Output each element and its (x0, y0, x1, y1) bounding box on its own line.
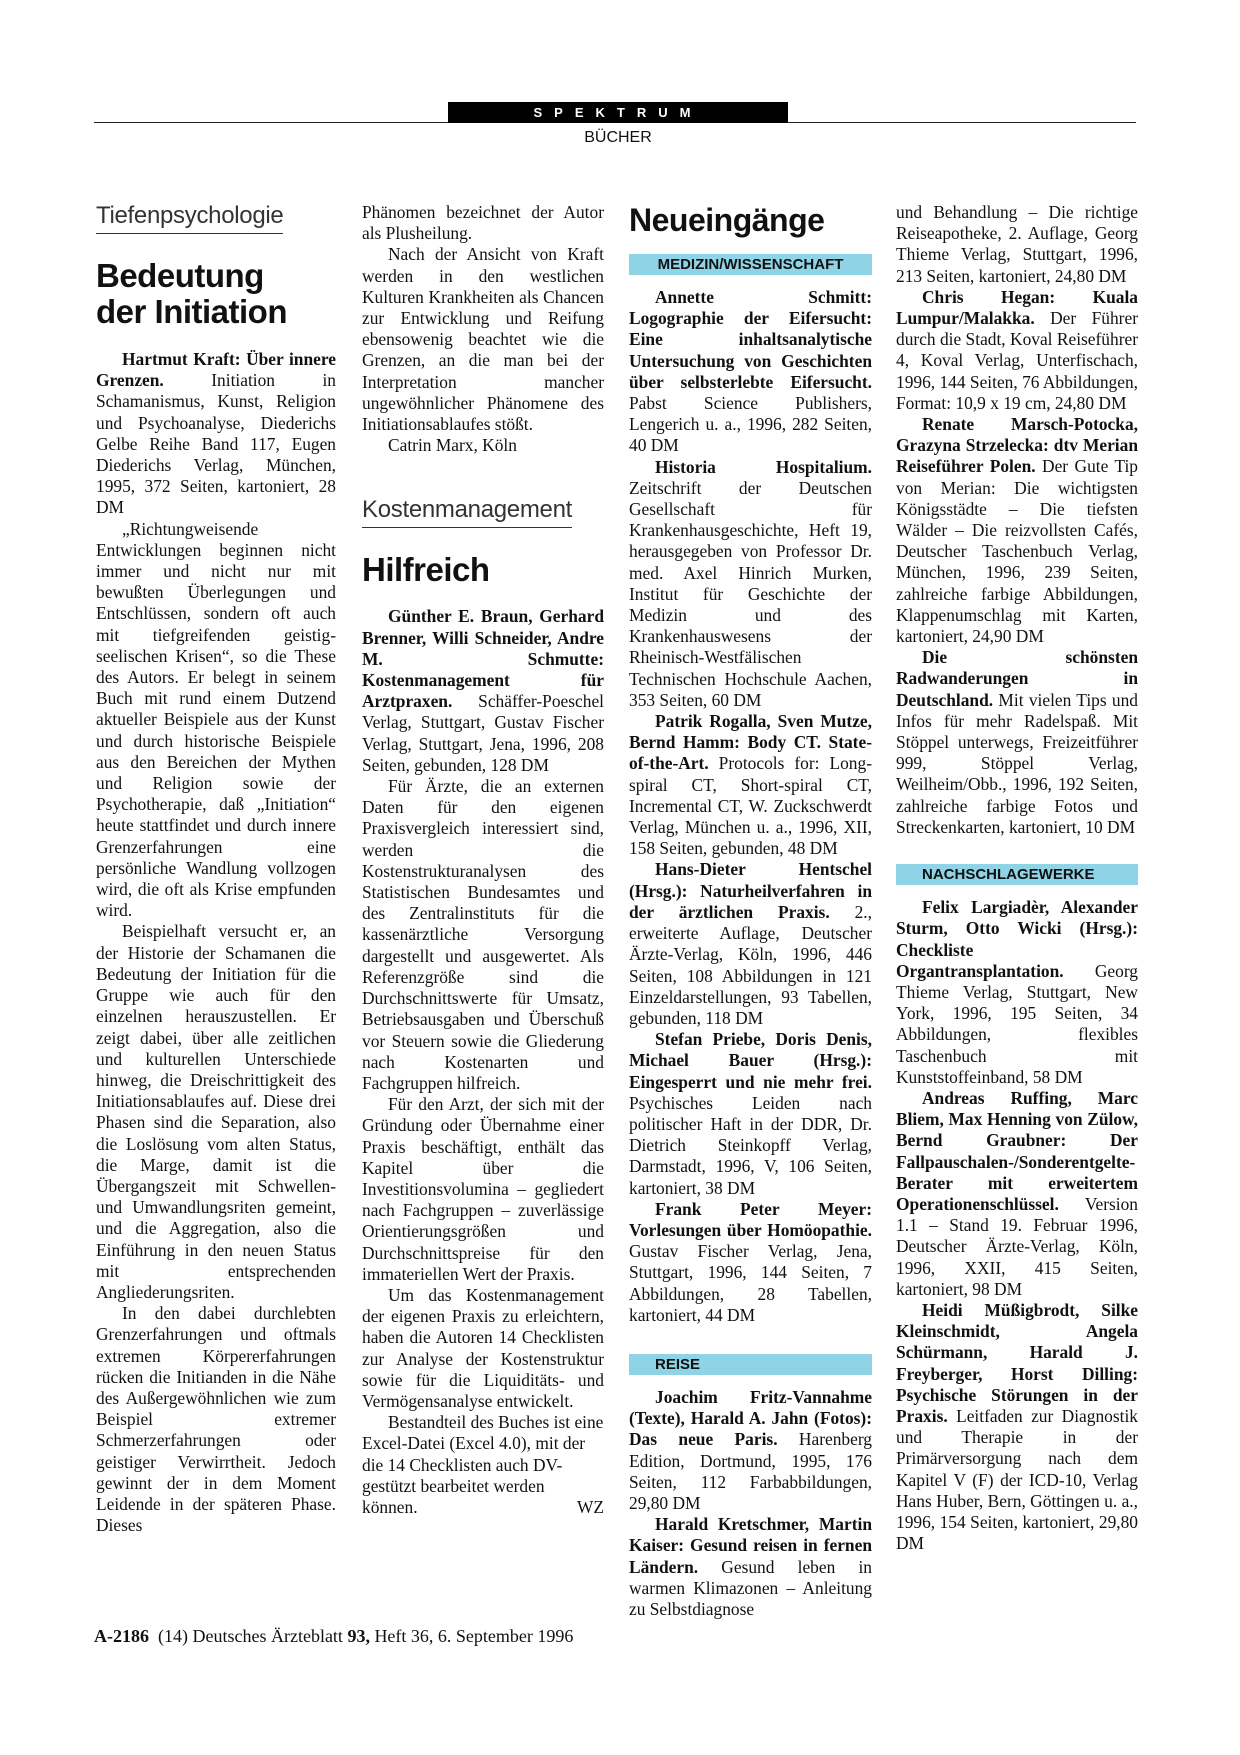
issue-date: Heft 36, 6. September 1996 (374, 1626, 574, 1646)
book-entry-details: 2., erweiterte Auflage, Deutscher Ärzte-Verlag, Köln, 1996, 446 Seiten, 108 Abbildungen in 121 Einzeldarstellungen, 93 Tabellen, gebunden, 118 DM (629, 901, 872, 1028)
article1-continuation-text: Phänomen bezeichnet der Autor als Plusheilung. (362, 202, 604, 244)
book-entry (896, 1300, 1138, 1554)
book-entry (896, 1088, 1138, 1300)
book-entry-title: Chris Hegan: Kuala Lumpur/Malakka. (896, 286, 1138, 329)
volume-number: 93, (347, 1626, 370, 1646)
page-number: A-2186 (94, 1626, 149, 1646)
article1-headline-line2: der Initiation (96, 293, 287, 330)
article2-ref-bold: Günther E. Braun, Gerhard Brenner, Willi Schneider, Andre M. Schmutte: Kostenmanagement für Arztpraxen. (362, 606, 604, 712)
book-entry-title: Patrik Rogalla, Sven Mutze, Bernd Hamm: Body CT. State-of-the-Art. (629, 711, 872, 774)
book-entry-details: Gesund leben in warmen Klimazonen – Anleitung zu Selbstdiagnose (629, 1556, 872, 1619)
book-entry-title: Stefan Priebe, Doris Denis, Michael Bauer (Hrsg.): Eingesperrt und nie mehr frei. (629, 1029, 872, 1092)
article1-reference (96, 349, 336, 519)
article1-headline-line1: Bedeutung (96, 257, 264, 294)
category-reise: REISE (629, 1354, 872, 1375)
article1-author: Catrin Marx, Köln (388, 435, 517, 456)
article1-ref-text: Initiation in Schamanismus, Kunst, Religion und Psychoanalyse, Diederichs Gelbe Reihe Band 117, Eugen Diederichs Verlag, München, 1995, 372 Seiten, kartoniert, 28 DM (96, 370, 336, 518)
book-entry-title: Joachim Fritz-Vannahme (Texte), Harald A. Jahn (Fotos): Das neue Paris. (629, 1386, 872, 1450)
book-entry-details: Gustav Fischer Verlag, Jena, Stuttgart, 1996, 144 Seiten, 7 Abbildungen, 28 Tabellen, kartoniert, 44 DM (629, 1241, 872, 1325)
book-entry-title: Die schönsten Radwanderungen in Deutschland. (896, 647, 1138, 710)
article2-author: WZ (576, 1496, 604, 1517)
article1-paragraph: In den dabei durchlebten Grenzerfahrungen und oftmals extremen Körpererfahrungen rücken die Initianden in die Nähe des Außergewöhnlichen wie zum Beispiel extremer Schmerzerfahrungen oder geistiger Verwirrtheit. Jedoch gewinnt der in dem Moment Leidende in der späteren Phase. Dieses (96, 1303, 336, 1536)
article2-last-paragraph-text: Bestandteil des Buches ist eine Excel-Datei (Excel 4.0), mit der die 14 Checklisten auch DV-gestützt bearbeitet werden können. (362, 1412, 604, 1517)
article1-kicker: Tiefenpsychologie (96, 202, 283, 234)
article2-kicker: Kostenmanagement (362, 496, 572, 528)
subsection-title: BÜCHER (584, 129, 652, 146)
book-entry (629, 1199, 872, 1326)
book-entry (629, 287, 872, 457)
book-entry-details: Leitfaden zur Diagnostik und Therapie in der Primärversorgung nach dem Kapitel V (F) der ICD-10, Verlag Hans Huber, Bern, Göttingen u. a., 1996, 154 Seiten, kartoniert, 29,80 DM (896, 1405, 1138, 1554)
column-2 (362, 202, 604, 1518)
book-entry-details: Zeitschrift der Deutschen Gesellschaft für Krankenhausgeschichte, Heft 19, herausgegeben von Professor Dr. med. Axel Hinrich Murken, Institut für Geschichte der Medizin und des Krankenhauswesens der Rheinisch-Westfälischen Technischen Hochschule Aachen, 353 Seiten, 60 DM (629, 477, 872, 710)
book-entry (629, 457, 872, 711)
book-entry-details: Protocols for: Long-spiral CT, Short-spiral CT, Incremental CT, W. Zuckschwerdt Verlag, München u. a., 1996, XII, 158 Seiten, gebunden, 48 DM (629, 753, 872, 859)
book-entry (629, 711, 872, 859)
medizin-list (629, 287, 872, 1326)
publication-name: (14) Deutsches Ärzteblatt (158, 1626, 343, 1646)
book-entry-details: Psychisches Leiden nach politischer Haft in der DDR, Dr. Dietrich Steinkopff Verlag, Darmstadt, 1996, V, 106 Seiten, kartoniert, 38 DM (629, 1092, 872, 1198)
article1-paragraph: „Richtungweisende Entwicklungen beginnen nicht immer und nicht nur mit bewußten Überlegungen und Entschlüssen, sondern oft auch mit tiefgreifenden geistig-seelischen Krisen“, so die These des Autors. Er belegt in seinem Buch mit rund einem Dutzend aktueller Beispiele aus der Kunst und durch historische Beispiele aus den Bereichen der Mythen und Religion sowie der Psychotherapie, daß „Initiation“ heute stattfindet und durch innere Grenzerfahrungen eine persönliche Wandlung vollzogen wird, die oft als Krise empfunden wird. (96, 518, 336, 921)
book-entry-details: Der Gute Tip von Merian: Die wichtigsten Königsstädte – Die tiefsten Wälder – Die reizvollsten Cafés, Deutscher Taschenbuch Verlag, München, 1996, 239 Seiten, zahlreiche farbige Abbildungen, Klappenumschlag mit Karten, kartoniert, 24,90 DM (896, 456, 1139, 647)
neueingaenge-headline: Neueingänge (629, 202, 825, 238)
book-entry-details: Mit vielen Tips und Infos für mehr Radelspaß. Mit Stöppel unterwegs, Freizeitführer 999, Stöppel Verlag, Weilheim/Obb., 1996, 192 Seiten, zahlreiche farbige Fotos und Streckenkarten, kartoniert, 10 DM (896, 689, 1138, 837)
section-title: SPEKTRUM (448, 102, 788, 123)
book-entry-title: Renate Marsch-Potocka, Grazyna Strzelecka: dtv Merian Reiseführer Polen. (896, 414, 1138, 477)
book-entry-title: Harald Kretschmer, Martin Kaiser: Gesund reisen in fernen Ländern. (629, 1514, 872, 1577)
nachschlage-list (896, 897, 1138, 1554)
article2-paragraph: Um das Kostenmanagement der eigenen Praxis zu erleichtern, haben die Autoren 14 Checklisten zur Analyse der Kostenstruktur sowie für die Liquiditäts- und Vermögensanalyse entwickelt. (362, 1284, 604, 1411)
category-nachschlagewerke: NACHSCHLAGEWERKE (896, 864, 1138, 885)
article2-reference (362, 606, 604, 776)
column-1 (96, 202, 336, 1536)
column-4 (896, 202, 1138, 1554)
article1-paragraph: Beispielhaft versucht er, an der Historie der Schamanen die Bedeutung der Initiation für die Gruppe wie auch für den einzelnen herauszustellen. Er zeigt dabei, über alle zeitlichen und kulturellen Unterschiede hinweg, die Dreischrittigkeit des Initiationsablaufes auf. Diese drei Phasen sind die Separation, also die Loslösung vom alten Status, die Marge, damit ist die Übergangszeit mit Schwellen- und Umwandlungsriten gemeint, und die Aggregation, also die Einführung in den neuen Status mit entsprechenden Angliederungsriten. (96, 921, 336, 1302)
article2-paragraph: Für Ärzte, die an externen Daten für den eigenen Praxisvergleich interessiert sind, werden die Kostenstrukturanalysen des Statistischen Bundesamtes und des Zentralinstituts für die kassenärztliche Versorgung dargestellt und ausgewertet. Als Referenzgröße sind die Durchschnittswerte für Umsatz, Betriebsausgaben und Überschuß vor Steuern sowie die Gliederung nach Kostenarten und Fachgruppen hilfreich. (362, 776, 604, 1093)
book-entry-details: Georg Thieme Verlag, Stuttgart, New York, 1996, 195 Seiten, 34 Abbildungen, flexibles Taschenbuch mit Kunststoffeinband, 58 DM (896, 960, 1138, 1087)
article2-paragraph: Für den Arzt, der sich mit der Gründung oder Übernahme einer Praxis beschäftigt, enthält das Kapitel über die Investitionsvolumina – gegliedert nach Fachgruppen – zuverlässige Orientierungsgrößen und Durchschnittspreise für den immateriellen Wert der Praxis. (362, 1094, 604, 1284)
book-entry (896, 414, 1138, 647)
article1-continuation (362, 202, 604, 456)
reise-list (629, 1387, 872, 1620)
reise-continued-list (896, 202, 1138, 838)
article2-headline: Hilfreich (362, 551, 490, 589)
category-medizin: MEDIZIN/WISSENSCHAFT (629, 254, 872, 275)
book-entry-details: Pabst Science Publishers, Lengerich u. a., 1996, 282 Seiten, 40 DM (629, 393, 872, 456)
article2-body (362, 606, 604, 1518)
article1-ref-bold: Hartmut Kraft: Über innere Grenzen. (96, 349, 336, 391)
book-entry-title: Historia Hospitalium. (655, 456, 872, 477)
book-entry-details: Version 1.1 – Stand 19. Februar 1996, Deutscher Ärzte-Verlag, Köln, 1996, XXII, 415 Seiten, kartoniert, 98 DM (896, 1193, 1138, 1299)
book-entry (629, 1029, 872, 1199)
book-entry-title: Hans-Dieter Hentschel (Hrsg.): Naturheilverfahren in der ärztlichen Praxis. (629, 859, 872, 922)
book-entry (896, 647, 1138, 838)
article2-ref-text: Schäffer-Poeschel Verlag, Stuttgart, Gustav Fischer Verlag, Stuttgart, Jena, 1996, 208 Seiten, gebunden, 128 DM (362, 691, 604, 775)
column-3 (629, 202, 872, 1620)
book-entry (896, 897, 1138, 1088)
book-entry-continuation: und Behandlung – Die richtige Reiseapotheke, 2. Auflage, Georg Thieme Verlag, Stuttgart, 1996, 213 Seiten, kartoniert, 24,80 DM (896, 202, 1138, 286)
page-footer (94, 1626, 573, 1647)
book-entry (629, 1387, 872, 1514)
book-entry-title: Annette Schmitt: Logographie der Eifersucht: Eine inhaltsanalytische Untersuchung von Geschichten über selbsterlebte Eifersucht. (629, 287, 872, 392)
article1-body (96, 349, 336, 1536)
article1-paragraph: Nach der Ansicht von Kraft werden in den westlichen Kulturen Krankheiten als Chancen zur Entwicklung und Reifung ebensowenig beachtet wie die Grenzen, an die man bei der Interpretation mancher ungewöhnlicher Phänomene des Initiationsablaufes stößt. (362, 244, 604, 435)
book-entry-title: Felix Largiadèr, Alexander Sturm, Otto Wicki (Hrsg.): Checkliste Organtransplantation. (896, 897, 1138, 981)
article2-paragraph (362, 1412, 604, 1518)
book-entry-title: Andreas Ruffing, Marc Bliem, Max Henning von Zülow, Bernd Graubner: Der Fallpauschalen-/Sonderentgelte-Berater mit erweitertem Operationenschlüssel. (896, 1087, 1138, 1214)
book-entry (896, 287, 1138, 414)
book-entry (629, 859, 872, 1029)
book-entry (629, 1514, 872, 1620)
book-entry-details: Harenberg Edition, Dortmund, 1995, 176 Seiten, 112 Farbabbildungen, 29,80 DM (629, 1429, 872, 1513)
book-entry-details: Der Führer durch die Stadt, Koval Reiseführer 4, Koval Verlag, Unterfischach, 1996, 144 Seiten, 76 Abbildungen, Format: 10,9 x 19 cm, 24,80 DM (896, 308, 1139, 413)
article1-headline (96, 258, 336, 330)
book-entry-title: Heidi Müßigbrodt, Silke Kleinschmidt, Angela Schürmann, Harald J. Freyberger, Horst Dilling: Psychische Störungen in der Praxis. (896, 1299, 1138, 1426)
book-entry-title: Frank Peter Meyer: Vorlesungen über Homöopathie. (629, 1198, 872, 1240)
